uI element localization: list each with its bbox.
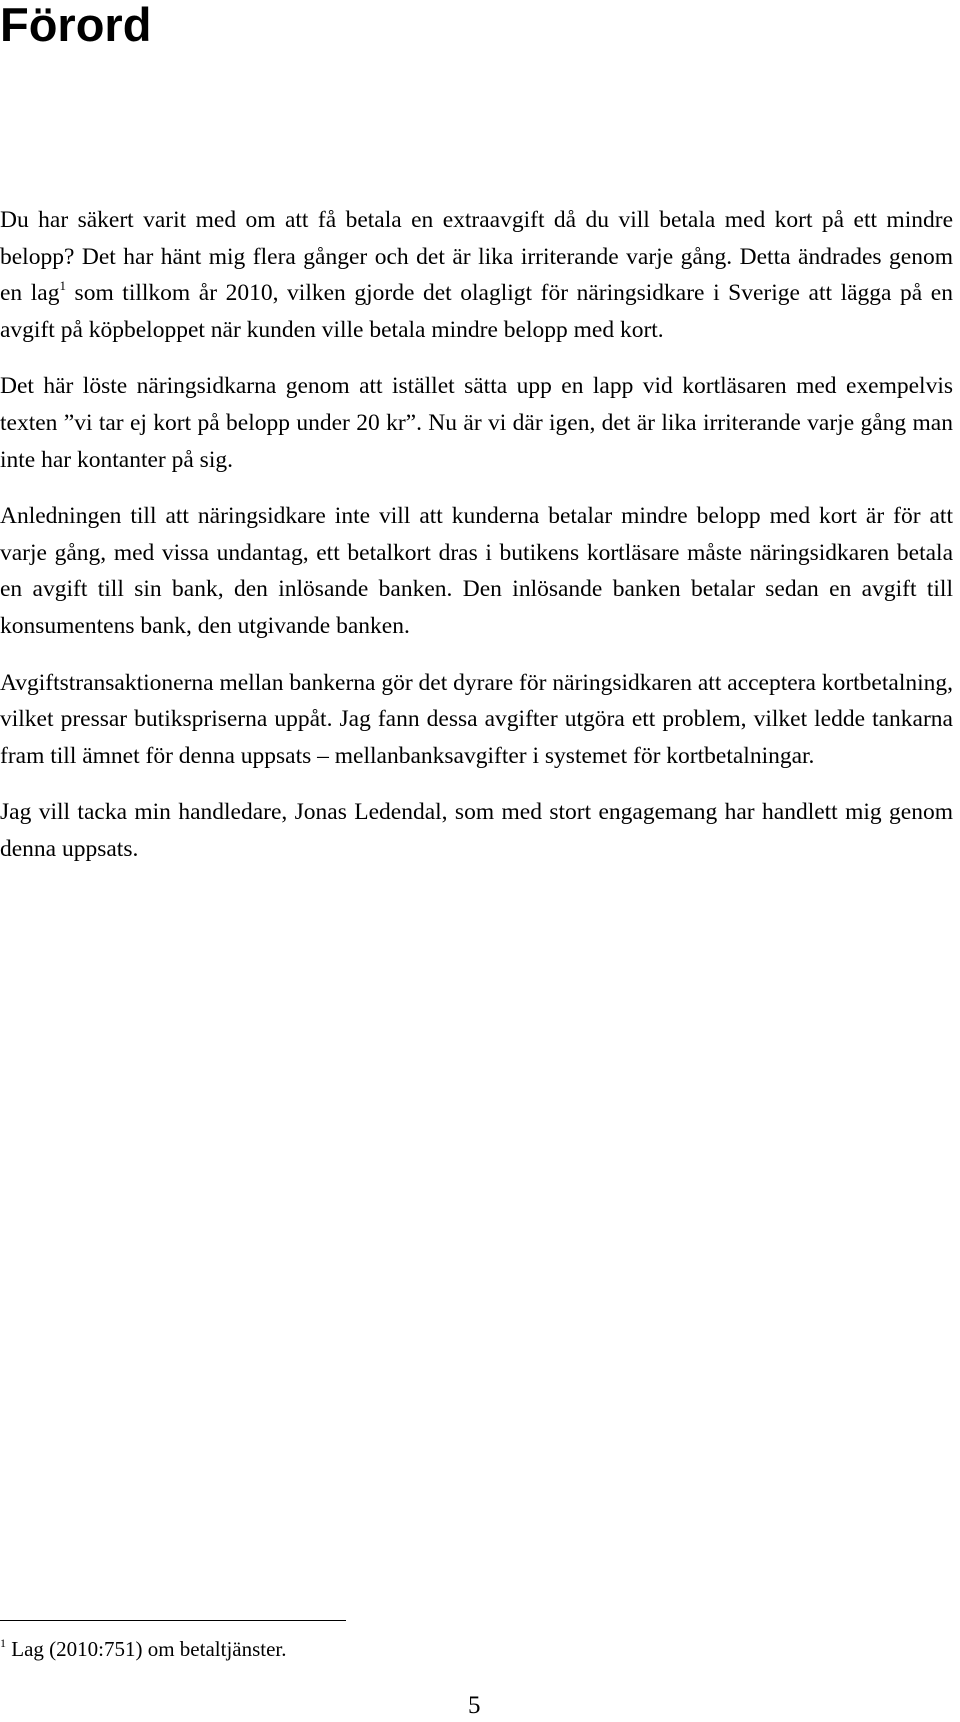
paragraph-1 (0, 202, 953, 348)
footnote-number: 1 (0, 1636, 6, 1650)
paragraph-4: Avgiftstransaktionerna mellan bankerna gör det dyrare för näringsidkaren att acceptera kortbetalning, vilket pressar butikspriserna uppåt. Jag fann dessa avgifter utgöra ett problem, vilket ledde tankarna fram till ämnet för denna uppsats – mellanbanksavgifter i systemet för kortbetalningar. (0, 669, 953, 769)
page-number: 5 (468, 1692, 481, 1719)
paragraph-1-part-1: Du har säkert varit med om att få betala en extraavgift då du vill betala med kort på ett mindre belopp? Det har hänt mig flera gånger och det är lika irriterande varje gång. Detta ändrades genom en lag (0, 207, 953, 307)
paragraph-2: Det här löste näringsidkarna genom att istället sätta upp en lapp vid kortläsaren med exempelvis texten ”vi tar ej kort på belopp under 20 kr”. Nu är vi där igen, det är lika irriterande varje gång man inte har kontanter på sig. (0, 373, 953, 473)
footnote (0, 1636, 287, 1662)
paragraph-1-part-2: som tillkom år 2010, vilken gjorde det olagligt för näringsidkare i Sverige att lägga på en avgift på köpbeloppet när kunden ville betala mindre belopp med kort. (0, 280, 953, 343)
footnote-text: Lag (2010:751) om betaltjänster. (6, 1637, 287, 1661)
paragraph-3: Anledningen till att näringsidkare inte vill att kunderna betalar mindre belopp med kort är för att varje gång, med vissa undantag, ett betalkort dras i butikens kortläsare måste näringsidkaren betala en avgift till sin bank, den inlösande banken. Den inlösande banken betalar sedan en avgift till konsumentens bank, den utgivande banken. (0, 503, 953, 639)
paragraph-5: Jag vill tacka min handledare, Jonas Ledendal, som med stort engagemang har handlett mig genom denna uppsats. (0, 799, 953, 862)
footnote-reference: 1 (59, 278, 66, 294)
page-title: Förord (0, 0, 152, 51)
footnote-divider (0, 1620, 346, 1621)
body-text (0, 202, 953, 888)
